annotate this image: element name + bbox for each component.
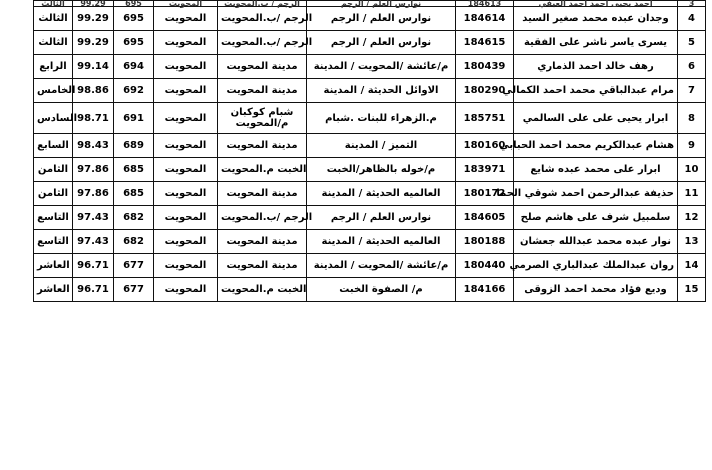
- cell-district: [218, 55, 307, 79]
- cell-governorate: المحويت: [154, 206, 218, 230]
- cell-district: [218, 158, 307, 182]
- cell-rank: العاشر: [34, 254, 73, 278]
- results-sheet: [33, 0, 705, 302]
- district-line: الرجم /ب.المحويت: [221, 37, 313, 48]
- cell-row-number: 7: [678, 79, 706, 103]
- cell-row-number: 5: [678, 31, 706, 55]
- cell-row-number: 11: [678, 182, 706, 206]
- cell-student-name: نوار عبده محمد عبدالله جعشان: [514, 230, 678, 254]
- cell-row-number: 15: [678, 278, 706, 302]
- district-line: الخبت م.المحويت: [221, 164, 307, 175]
- cell-row-number: 6: [678, 55, 706, 79]
- cell-governorate: المحويت: [154, 1, 218, 7]
- district-line: مدينة المحويت: [226, 188, 298, 199]
- cell-school: العالميه الحديثة / المدينة: [307, 182, 456, 206]
- cell-rank: التاسع: [34, 230, 73, 254]
- cell-seat-number: 184615: [456, 31, 514, 55]
- cell-percentage: 98.86: [73, 79, 114, 103]
- cell-student-name: وجدان عبده محمد صغير السيد: [514, 7, 678, 31]
- cell-row-number: 12: [678, 206, 706, 230]
- cell-rank: الثالث: [34, 1, 73, 7]
- cell-student-name: رهف خالد احمد الذماري: [514, 55, 678, 79]
- cell-rank: الثامن: [34, 182, 73, 206]
- cell-rank: الثالث: [34, 7, 73, 31]
- cell-seat-number: 184613: [456, 1, 514, 7]
- cell-school: العالميه الحديثة / المدينة: [307, 230, 456, 254]
- district-line: مدينة المحويت: [226, 236, 298, 247]
- cell-student-name: حذيفة عبدالرحمن احمد شوقي الحما: [514, 182, 678, 206]
- cell-score: 691: [114, 103, 154, 134]
- cell-governorate: المحويت: [154, 134, 218, 158]
- cell-row-number: 10: [678, 158, 706, 182]
- cell-seat-number: 180439: [456, 55, 514, 79]
- cell-rank: الخامس: [34, 79, 73, 103]
- cell-governorate: المحويت: [154, 230, 218, 254]
- cell-percentage: 97.43: [73, 206, 114, 230]
- cell-seat-number: 184614: [456, 7, 514, 31]
- cell-district: [218, 7, 313, 31]
- table-row: [34, 182, 706, 206]
- cell-seat-number: 183971: [456, 158, 514, 182]
- cell-school: م/عائشة /المحويت / المدينة: [307, 254, 456, 278]
- cell-district: [218, 31, 313, 55]
- table-row: [34, 31, 706, 55]
- cell-governorate: المحويت: [154, 278, 218, 302]
- cell-school: الاوائل الحديثة / المدينة: [307, 79, 456, 103]
- cell-percentage: 96.71: [73, 278, 114, 302]
- cell-score: 682: [114, 230, 154, 254]
- cell-seat-number: 180290: [456, 79, 514, 103]
- table-row: [34, 1, 706, 7]
- cell-rank: العاشر: [34, 278, 73, 302]
- cell-row-number: 8: [678, 103, 706, 134]
- cell-governorate: المحويت: [154, 158, 218, 182]
- cell-district: [218, 79, 307, 103]
- cell-school: م/خوله بالظاهر/الخبت: [307, 158, 456, 182]
- table-row: [34, 134, 706, 158]
- cell-score: 694: [114, 55, 154, 79]
- cell-seat-number: 185751: [456, 103, 514, 134]
- cell-district: [218, 134, 307, 158]
- district-line: الرجم / ب.المحويت: [224, 0, 300, 8]
- cell-school: نوارس العلم / الرجم: [307, 206, 456, 230]
- cell-school: م/ الصفوة الخبت: [307, 278, 456, 302]
- district-line: م/المحويت: [235, 118, 289, 129]
- cell-percentage: 97.86: [73, 158, 114, 182]
- cell-row-number: 14: [678, 254, 706, 278]
- cell-rank: التاسع: [34, 206, 73, 230]
- cell-student-name: مرام عبدالباقي محمد احمد الكمالي: [514, 79, 678, 103]
- cell-rank: الرابع: [34, 55, 73, 79]
- district-line: مدينة المحويت: [226, 85, 298, 96]
- cell-district: [218, 1, 307, 7]
- cell-percentage: 97.43: [73, 230, 114, 254]
- cell-school: نوارس العلم / الرجم: [307, 7, 456, 31]
- cell-governorate: المحويت: [154, 55, 218, 79]
- district-line: مدينة المحويت: [226, 260, 298, 271]
- cell-student-name: يسرى ياسر ناشر على الفقية: [514, 31, 678, 55]
- cell-score: 682: [114, 206, 154, 230]
- district-line: شبام كوكبان: [230, 107, 294, 118]
- cell-score: 695: [114, 7, 154, 31]
- cell-district: [218, 103, 307, 134]
- cell-seat-number: 184166: [456, 278, 514, 302]
- cell-district: [218, 278, 307, 302]
- cell-student-name: احمد يحيى احمد احمد العيفي: [514, 1, 678, 7]
- table-row: [34, 103, 706, 134]
- cell-percentage: 97.86: [73, 182, 114, 206]
- table-body: [34, 1, 706, 302]
- cell-score: 695: [114, 1, 154, 7]
- cell-governorate: المحويت: [154, 31, 218, 55]
- cell-rank: السادس: [34, 103, 73, 134]
- cell-district: [218, 254, 307, 278]
- cell-student-name: روان عبدالملك عبدالباري الصرمي: [514, 254, 678, 278]
- cell-student-name: سلمبيل شرف على هاشم صلح: [514, 206, 678, 230]
- cell-score: 685: [114, 158, 154, 182]
- cell-student-name: ابرار على محمد عبده شايع: [514, 158, 678, 182]
- cell-percentage: 99.14: [73, 55, 114, 79]
- table-row: [34, 278, 706, 302]
- table-row: [34, 254, 706, 278]
- cell-seat-number: 180440: [456, 254, 514, 278]
- table-row: [34, 206, 706, 230]
- cell-row-number: 4: [678, 7, 706, 31]
- cell-score: 695: [114, 31, 154, 55]
- cell-district: [218, 182, 307, 206]
- cell-seat-number: 180160: [456, 134, 514, 158]
- cell-percentage: 99.29: [73, 31, 114, 55]
- cell-seat-number: 184605: [456, 206, 514, 230]
- cell-school: م.الزهراء للبنات .شبام: [307, 103, 456, 134]
- district-line: الرجم /ب.المحويت: [221, 13, 313, 24]
- cell-score: 685: [114, 182, 154, 206]
- cell-governorate: المحويت: [154, 79, 218, 103]
- cell-score: 677: [114, 254, 154, 278]
- cell-percentage: 99.29: [73, 7, 114, 31]
- cell-school: م/عائشة /المحويت / المدينة: [307, 55, 456, 79]
- cell-district: [218, 206, 313, 230]
- cell-school: نوارس العلم / الرجم: [307, 31, 456, 55]
- cell-percentage: 96.71: [73, 254, 114, 278]
- cell-row-number: 3: [678, 1, 706, 7]
- cell-school: التميز / المدينة: [307, 134, 456, 158]
- cell-score: 689: [114, 134, 154, 158]
- district-line: الرجم /ب.المحويت: [221, 212, 313, 223]
- cell-governorate: المحويت: [154, 7, 218, 31]
- cell-student-name: ابرار يحيى على على السالمي: [514, 103, 678, 134]
- table-row: [34, 230, 706, 254]
- cell-student-name: وديع فؤاد محمد احمد الزوقى: [514, 278, 678, 302]
- cell-seat-number: 180172: [456, 182, 514, 206]
- cell-percentage: 98.43: [73, 134, 114, 158]
- cell-governorate: المحويت: [154, 254, 218, 278]
- cell-percentage: 99.29: [73, 1, 114, 7]
- table-row: [34, 158, 706, 182]
- table-row: [34, 55, 706, 79]
- cell-rank: السابع: [34, 134, 73, 158]
- cell-score: 692: [114, 79, 154, 103]
- cell-row-number: 13: [678, 230, 706, 254]
- cell-rank: الثالث: [34, 31, 73, 55]
- cell-governorate: المحويت: [154, 182, 218, 206]
- results-table: [33, 0, 706, 302]
- cell-row-number: 9: [678, 134, 706, 158]
- cell-school: نوارس العلم / الرجم: [307, 1, 456, 7]
- cell-student-name: هشام عبدالكريم محمد احمد الحبابي: [514, 134, 678, 158]
- cell-percentage: 98.71: [73, 103, 114, 134]
- cell-district: [218, 230, 307, 254]
- cell-governorate: المحويت: [154, 103, 218, 134]
- table-row: [34, 79, 706, 103]
- cell-seat-number: 180188: [456, 230, 514, 254]
- table-row: [34, 7, 706, 31]
- district-line: مدينة المحويت: [226, 140, 298, 151]
- cell-rank: الثامن: [34, 158, 73, 182]
- cell-score: 677: [114, 278, 154, 302]
- district-line: مدينة المحويت: [226, 61, 298, 72]
- district-line: الخبت م.المحويت: [221, 284, 307, 295]
